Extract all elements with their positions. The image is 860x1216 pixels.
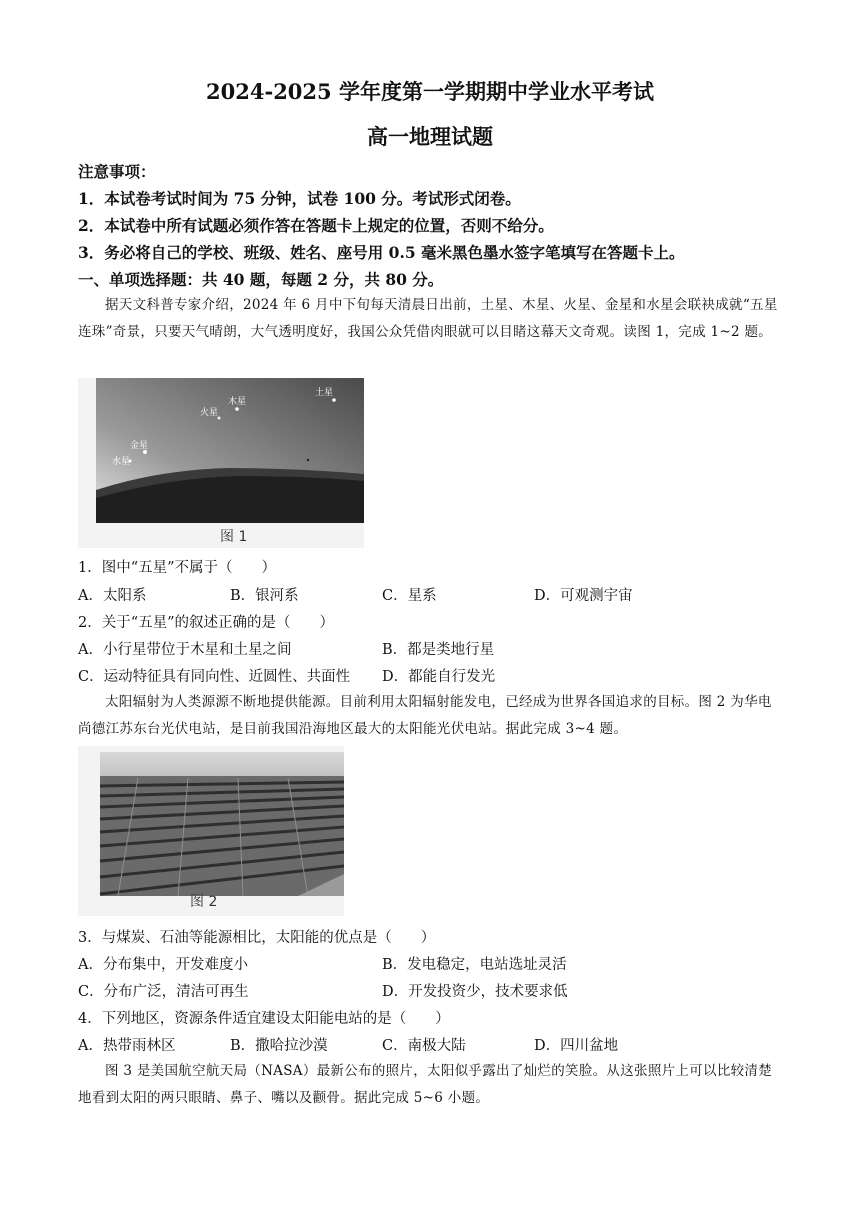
question-4-option-d: D．四川盆地	[534, 1038, 619, 1054]
question-1-option-d: D．可观测宇宙	[534, 588, 633, 604]
figure-1-sky-photo	[78, 378, 364, 548]
question-2-option-c: C．运动特征具有同向性、近圆性、共面性	[78, 669, 351, 685]
figure-2-caption: 图 2	[190, 894, 218, 910]
figure-1-label-venus: 金星	[130, 441, 149, 451]
passage-2: 太阳辐射为人类源源不断地提供能源。目前利用太阳辐射能发电，已经成为世界各国追求的目标。图 2 为华电尚德江苏东台光伏电站，是目前我国沿海地区最大的太阳能光伏电站。据此完成 3~4 题。	[78, 694, 772, 737]
passage-1: 据天文科普专家介绍，2024 年 6 月中下旬每天清晨日出前，土星、木星、火星、金星和水星会联袂成就“五星连珠”奇景，只要天气晴朗，大气透明度好，我国公众凭借肉眼就可以目睹这幕天文奇观。读图 1，完成 1~2 题。	[78, 297, 778, 340]
question-2-option-d: D．都能自行发光	[382, 669, 496, 685]
question-1-option-c: C．星系	[382, 588, 437, 604]
section-heading: 一、单项选择题：共 40 题，每题 2 分，共 80 分。	[78, 270, 444, 289]
question-2-option-b: B．都是类地行星	[382, 642, 495, 658]
question-4-stem: 4．下列地区，资源条件适宜建设太阳能电站的是（ ）	[78, 1011, 450, 1027]
notes-heading: 注意事项：	[78, 162, 156, 181]
exam-title: 2024-2025 学年度第一学期期中学业水平考试	[206, 79, 654, 104]
question-3-option-a: A．分布集中，开发难度小	[78, 957, 248, 973]
question-3-option-c: C．分布广泛，清洁可再生	[78, 984, 249, 1000]
question-1-option-a: A．太阳系	[78, 588, 147, 604]
question-1-option-b: B．银河系	[230, 588, 299, 604]
figure-1-label-saturn: 土星	[315, 388, 334, 398]
question-3-stem: 3．与煤炭、石油等能源相比，太阳能的优点是（ ）	[78, 930, 436, 946]
figure-1-label-mercury: 水星	[112, 457, 131, 467]
figure-1-caption: 图 1	[220, 529, 248, 545]
question-2-stem: 2．关于“五星”的叙述正确的是（ ）	[78, 615, 335, 631]
question-3-option-d: D．开发投资少，技术要求低	[382, 984, 568, 1000]
question-2-option-a: A．小行星带位于木星和土星之间	[78, 642, 292, 658]
question-1-stem: 1．图中“五星”不属于（ ）	[78, 560, 277, 576]
figure-1-illustration	[78, 378, 364, 548]
passage-3: 图 3 是美国航空航天局（NASA）最新公布的照片，太阳似乎露出了灿烂的笑脸。从这张照片上可以比较清楚地看到太阳的两只眼睛、鼻子、嘴以及颧骨。据此完成 5~6 小题。	[78, 1063, 773, 1106]
question-4-option-c: C．南极大陆	[382, 1038, 466, 1054]
figure-1-label-mars: 火星	[200, 408, 219, 418]
note-item-2: 2．本试卷中所有试题必须作答在答题卡上规定的位置，否则不给分。	[78, 216, 554, 235]
question-4-option-a: A．热带雨林区	[78, 1038, 176, 1054]
figure-1-label-jupiter: 木星	[228, 397, 247, 407]
question-4-option-b: B．撒哈拉沙漠	[230, 1038, 328, 1054]
note-item-1: 1．本试卷考试时间为 75 分钟，试卷 100 分。考试形式闭卷。	[78, 189, 521, 208]
question-3-option-b: B．发电稳定，电站选址灵活	[382, 957, 567, 973]
note-item-3: 3．务必将自己的学校、班级、姓名、座号用 0.5 毫米黑色墨水签字笔填写在答题卡上。	[78, 243, 685, 262]
exam-subtitle: 高一地理试题	[367, 124, 493, 149]
